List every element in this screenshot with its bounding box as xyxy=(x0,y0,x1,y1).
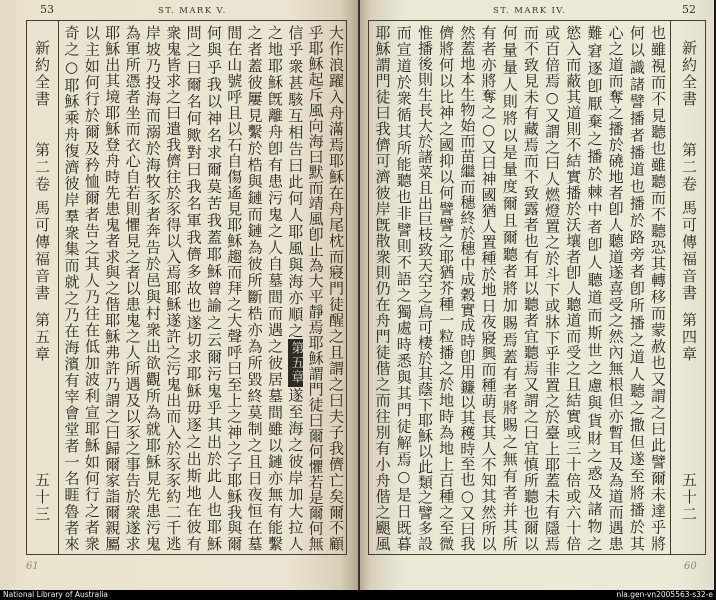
text-column: 岸坡乃投海而溺於海牧豕者奔告於邑與村衆出欲觀所為就耶穌見先患污鬼 xyxy=(143,25,162,551)
text-column: 問之曰爾名何歟對曰我名軍我儕多故也遂切求耶穌毋逐之出斯地在彼有 xyxy=(184,25,203,551)
text-column xyxy=(285,25,305,551)
text-column: 衆鬼皆求之曰遣我儕往於豕得以入焉耶穌遂許之污鬼出而入於豕豕約二千逃 xyxy=(164,25,183,551)
text-column: 耶穌謂門徒曰我儕可濟彼岸旣散衆則仍在舟門徒偕之而往別有小舟偕之颶風 xyxy=(373,25,392,551)
text-column: 何與乎我以神名求爾莫苦我蓋耶穌曾諭之云爾污鬼乎其出於此人也耶穌 xyxy=(204,25,223,551)
text-body xyxy=(371,25,668,551)
text-column: 為軍所憑者坐而衣心自若則懼見之者以患鬼之人所遇及以豕之事告於衆遂求 xyxy=(123,25,142,551)
right-page xyxy=(360,0,714,590)
text-column: 而宣道於衆循其所能聽也非譬則不語之獨處時悉與其門徒解焉○是日既暮 xyxy=(394,25,413,551)
margin-chapter: 第五章 xyxy=(33,312,51,363)
page-number: 53 xyxy=(40,3,54,16)
margin-folio: 五十二 xyxy=(680,472,698,523)
margin-divider xyxy=(58,20,59,555)
footer-bar xyxy=(0,590,716,600)
margin-gospel-title: 馬可傳福音書 xyxy=(680,200,698,302)
text-column: 奇之○耶穌乘舟復濟彼岸羣衆集而就之乃在海濱有宰會堂者一名睚魯者來 xyxy=(62,25,81,551)
margin-book-title: 新約全書 xyxy=(33,40,51,108)
text-column: 大作浪躍入舟滿焉耶穌在舟尾枕而寢門徒醒之且謂之曰夫子我儕亡矣爾不顧 xyxy=(327,25,345,551)
text-segment: 信乎衆甚駭互相告曰此何人耶風與海亦順之 xyxy=(286,25,305,340)
margin-volume: 第二卷 xyxy=(680,142,698,193)
text-column: 耶穌出其境耶穌登舟時先患鬼者求與之偕耶穌弗許乃謂之曰歸爾家詣爾親屬 xyxy=(103,25,122,551)
text-column: 何量量人則將以是量度爾且爾聽者將加賜焉蓋有者將賜之無有者并其所 xyxy=(500,25,519,551)
text-column: 乎耶穌起斥風向海曰默而靖風卽止為大平靜焉耶穌謂門徒曰爾何懼若是爾何無 xyxy=(306,25,325,551)
running-head: ST. MARK V. xyxy=(158,6,227,16)
margin-folio: 五十三 xyxy=(33,472,51,523)
text-column: 何以識諸譬播者播道也播於路旁者卽所播之道人聽之撒但遂至將播於其 xyxy=(627,25,646,551)
text-column: 有者亦將奪之○又曰神國猶人置種於地日夜寢興而種萌長其人不知其然所以 xyxy=(479,25,498,551)
text-column: 惟播後則生長大於諸菜且出巨枝致天空之鳥可棲於其蔭下耶穌以此類之譬多設 xyxy=(415,25,434,551)
margin-volume: 第二卷 xyxy=(33,142,51,193)
record-identifier: nla.gen-vn2005563-s32-e xyxy=(616,590,713,599)
margin-gospel-title: 馬可傳福音書 xyxy=(33,200,51,302)
text-column: 而不致見未有藏焉而不致露者也有耳以聽者宜聽焉又謂之曰宜慎所聽也爾以 xyxy=(521,25,540,551)
margin-divider xyxy=(670,20,671,555)
margin-book-title: 新約全書 xyxy=(680,40,698,108)
institution-credit: National Library of Australia xyxy=(3,590,109,599)
left-page xyxy=(0,0,358,590)
text-column: 心之道而奪之播於磽地者卽人聽道遂喜受之然內無根但亦暫耳及為道而遇患 xyxy=(606,25,625,551)
text-column: 之地耶穌旣離舟卽有患污鬼之人自墓間而遇之彼居墓間雖以鏈亦無有能繫 xyxy=(265,25,284,551)
text-column: 難窘逐卽厭棄之播於棘中者卽人聽道而斯世之慮與貨財之惑及諸物之 xyxy=(585,25,604,551)
text-segment: 遂至海之彼岸加大拉人 xyxy=(286,387,305,551)
text-column: 慾入而蔽其道則不結實播於沃壤者卽人聽道而受之且結實或三十倍或六十倍 xyxy=(564,25,583,551)
margin-chapter: 第四章 xyxy=(680,312,698,363)
text-column: 或百倍焉○又謂之曰人燃燈置之於斗下或牀下乎非置之於臺上耶蓋未有隱焉 xyxy=(543,25,562,551)
text-column: 也雖視而不見聽也雖聽而不聽恐其轉移而蒙赦也又謂之曰此譬爾未達乎將 xyxy=(649,25,667,551)
running-head: ST. MARK IV. xyxy=(493,6,567,16)
text-column: 間在山號呼且以石自傷遙見耶穌趨而拜之大聲呼曰至上之神之子耶穌我與爾 xyxy=(225,25,244,551)
page-number: 52 xyxy=(682,3,696,16)
text-column: 之者蓋彼屢見繫於梏與鏈而鏈為彼所斷梏亦為所毀終莫制之且日夜恒在墓 xyxy=(245,25,264,551)
chapter-marker: 第五章 xyxy=(288,341,304,386)
text-column: 以主如何行於爾及矜恤爾者告之其人乃往在低加波利宣耶穌如何行之者衆 xyxy=(82,25,101,551)
text-body xyxy=(61,25,346,551)
pencil-folio-number: 60 xyxy=(684,561,697,572)
pencil-folio-number: 61 xyxy=(26,561,39,572)
text-column: 儕將何以比神之國抑以何譬譬之耶猶芥種一粒播之於地時為地上百種之至微 xyxy=(437,25,456,551)
text-column: 然蓋地本生物始而苗繼而穗終於穗中成穀實成時卽用鐮以其穫時至也○又曰我 xyxy=(458,25,477,551)
